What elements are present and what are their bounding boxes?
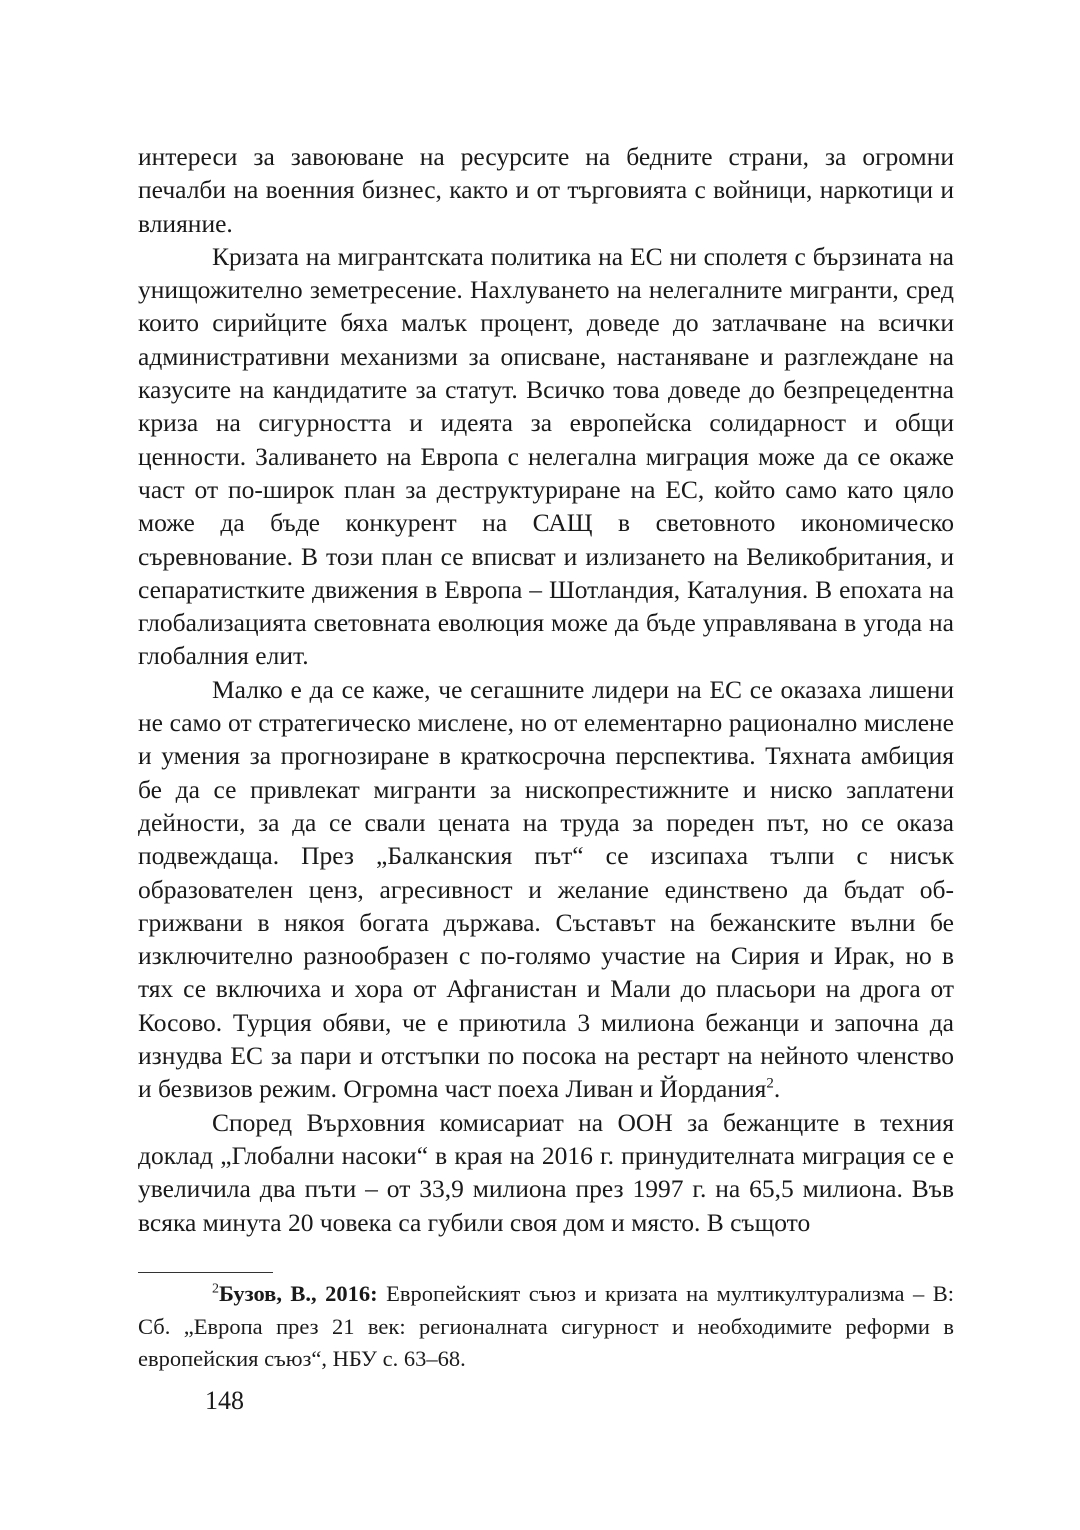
page-body [138, 140, 954, 1239]
footnote-text: Европейският съюз и кризата на мултикултурализма – В: Сб. „Европа през 21 век: регионалната сигурност и необходимите реформи в европейския съюз“, НБУ с. 63–68. [138, 1281, 954, 1371]
footnote [138, 1278, 954, 1376]
footnote-author: Бузов, В., 2016: [219, 1281, 378, 1306]
paragraph-2: Кризата на мигрантската политика на ЕС ни сполетя с бързината на унищожително земетресение. Нахлуването на нелегалните мигранти, сред които сирийците бяха малък процент, доведе до затлачване на всички административни механизми за описване, настаняване и разглеждане на казусите на кандидатите за статут. Всичко това доведе до безпрецедентна криза на сигурността и идеята за европейска солидарност и общи ценности. Заливането на Европа с нелегална миграция може да се окаже част от по-широк план за деструктуриране на ЕС, който само като цяло може да бъде конкурент на САЩ в световното икономическо съревнование. В този план се вписват и излизането на Великобритания, и сепаратистките движения в Европа – Шотландия, Каталуния. В епохата на глобализацията световната еволюция може да бъде управлявана в угода на глобалния елит. [138, 241, 954, 671]
footnote-reference[interactable]: 2 [766, 1075, 774, 1092]
paragraph-3-tail: . [773, 1074, 781, 1104]
paragraph-3 [138, 673, 954, 1106]
footnote-separator [138, 1272, 273, 1273]
footnote-marker: 2 [212, 1281, 219, 1297]
paragraph-3-text: Малко е да се каже, че сегашните лидери на ЕС се оказаха лишени не само от стратегическо мислене, но от елементарно рационално мислене и умения за прогнозиране в краткосрочна перспектива. Тяхната амбиция бе да се привлекат мигранти за нископрестижните и ниско заплатени дейности, за да се свали цената на труда за пореден път, но се оказа подвеждаща. През „Балканския път“ се изсипаха тълпи с нисък образователен ценз, агресивност и желание единствено да бъдат обгрижвани в някоя богата държава. Съставът на бежанските вълни бе изключително разнообразен с по-голямо участие на Сирия и Ирак, но в тях се включиха и хора от Афганистан и Мали до пласьори на дрога от Косово. Турция обяви, че е приютила 3 милиона бежанци и започна да изнудва ЕС за пари и отстъпки по посока на рестарт на нейното членство и безвизов режим. Огромна част поеха Ливан и Йордания [138, 674, 954, 1104]
page-number: 148 [205, 1386, 244, 1415]
paragraph-1: интереси за завоюване на ресурсите на бедните страни, за огромни печалби на военния бизнес, както и от търговията с войници, наркотици и влияние. [138, 142, 954, 238]
paragraph-4: Според Върховния комисариат на ООН за бежанците в техния доклад „Глобални насоки“ в края на 2016 г. принудителната миграция се е увеличила два пъти – от 33,9 милиона през 1997 г. на 65,5 милиона. Във всяка минута 20 човека са губили своя дом и място. В същото [138, 1107, 954, 1237]
